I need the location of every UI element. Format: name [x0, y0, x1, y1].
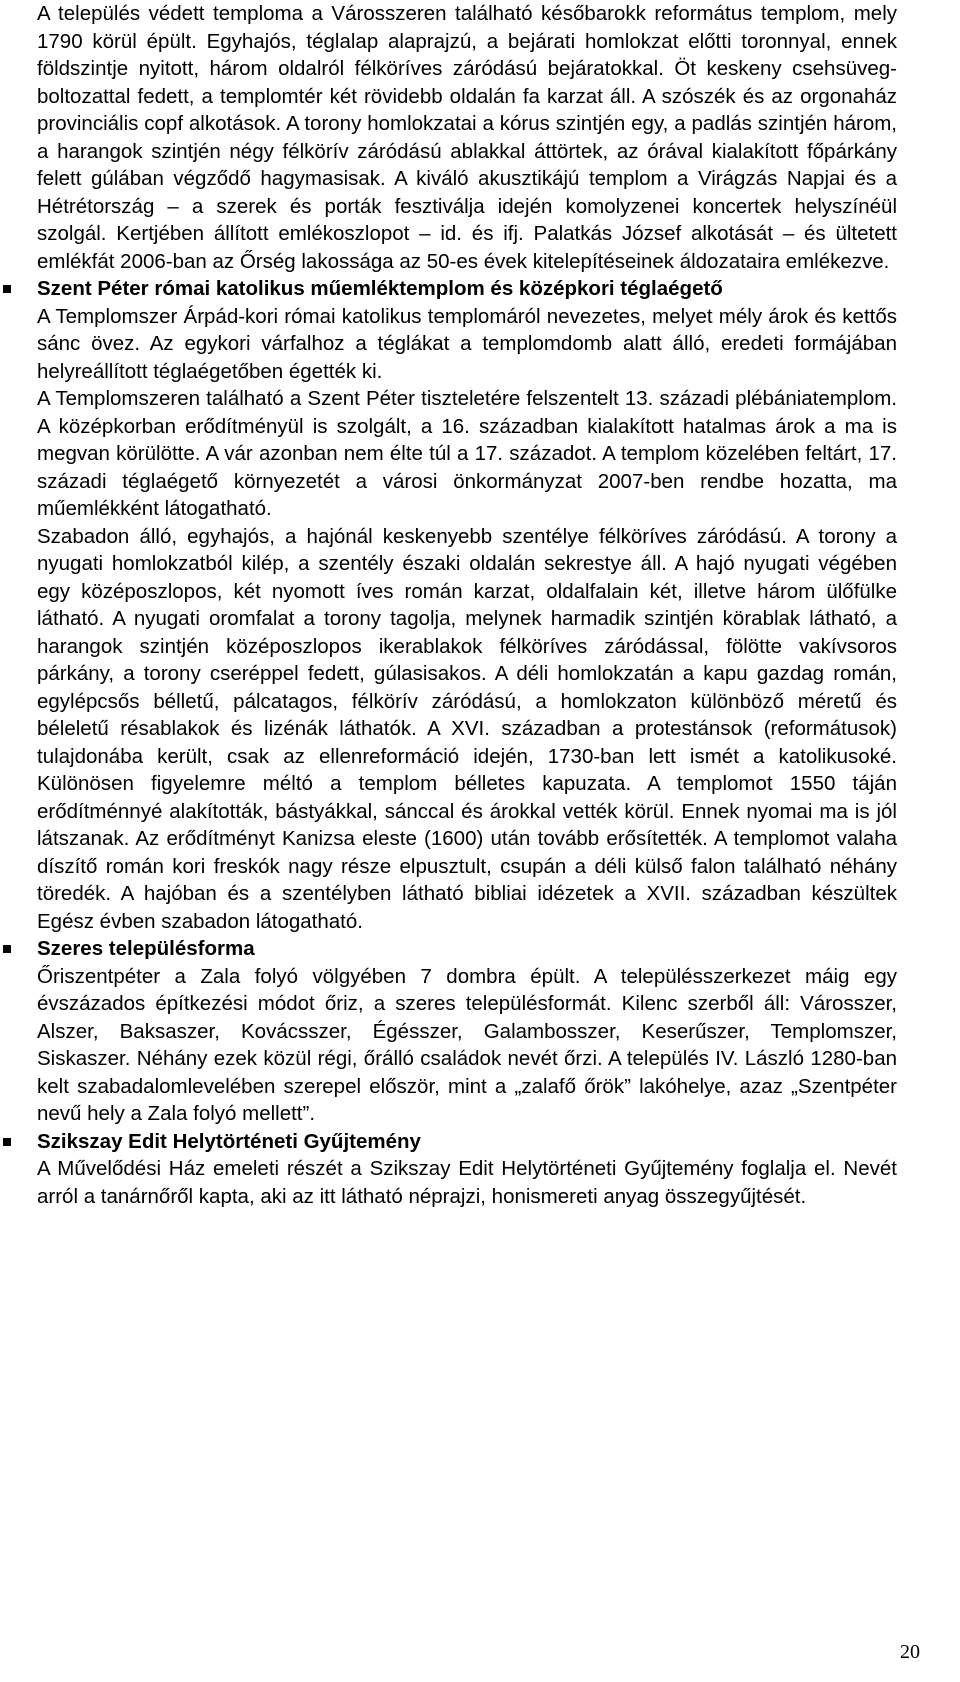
section-szent-peter [37, 275, 897, 935]
section-paragraph: Szabadon álló, egyhajós, a hajónál keskenyebb szentélye félköríves záródású. A torony a nyugati homlokzatból kilép, a szentély északi oldalán sekrestye áll. A hajó nyugati végében egy középoszlopos, két nyomott íves román karzat, oldalfalain két, illetve három ülőfülke látható. A nyugati oromfalat a torony tagolja, melynek harmadik szintjén körablak látható, a harangok szintjén középoszlopos ikerablakok félköríves záródással, fölötte vakívsoros párkány, a torony cseréppel fedett, gúlasisakos. A déli homlokzatán a kapu gazdag román, egylépcsős bélletű, pálcatagos, félkörív záródású, a homlokzaton különböző méretű és béleletű résablakok és lizénák láthatók. A XVI. században a protestánsok (reformátusok) tulajdonába került, csak az ellenreformáció idején, 1730-ban lett ismét a katolikusoké. Különösen figyelemre méltó a templom bélletes kapuzata. A templomot 1550 táján erődítménnyé alakították, bástyákkal, sánccal és árokkal vették körül. Ennek nyomai ma is jól látszanak. Az erődítményt Kanizsa eleste (1600) után tovább erősítették. A templomot valaha díszítő román kori freskók nagy része elpusztult, csupán a déli külső falon található néhány töredék. A hajóban és a szentélyben látható bibliai idézetek a XVII. században készültek Egész évben szabadon látogatható. [37, 524, 897, 933]
bullet-marker [3, 1138, 11, 1146]
page-number: 20 [900, 1641, 920, 1663]
section-paragraph: A Templomszeren található a Szent Péter tiszteletére felszentelt 13. századi plébániatemplom. A középkorban erődítményül is szolgált, a 16. században kialakított hatalmas árok a ma is megvan körülötte. A vár azonban nem élte túl a 17. századot. A templom közelében feltárt, 17. századi téglaégető környezetét a városi önkormányzat 2007-ben rendbe hozatta, ma műemlékként látogatható. [37, 387, 897, 520]
section-szeres-telepulesforma [37, 935, 897, 1128]
section-heading: Szent Péter római katolikus műemléktemplom és középkori téglaégető [37, 277, 723, 300]
section-heading: Szikszay Edit Helytörténeti Gyűjtemény [37, 1129, 421, 1153]
bullet-marker [3, 945, 11, 953]
section-heading: Szeres településforma [37, 937, 255, 960]
intro-paragraph: A település védett temploma a Városszeren található későbarokk református templom, mely 1790 körül épült. Egyhajós, téglalap alaprajzú, a bejárati homlokzat előtti toronnyal, ennek földszintje nyitott, három oldalról félköríves záródású bejáratokkal. Öt keskeny csehsüveg- boltozattal fedett, a templomtér két rövidebb oldalán fa karzat áll. A szószék és az orgonaház provinciális copf alkotások. A torony homlokzatai a kórus szintjén egy, a padlás szintjén három, a harangok szintjén négy félkörív záródású ablakkal áttörtek, az órával kialakított főpárkány felett gúlában végződő hagymasisak. A kiváló akusztikájú templom a Virágzás Napjai és a Hétrétország – a szerek és porták fesztiválja idején komolyzenei koncertek helyszínéül szolgál. Kertjében állított emlékoszlopot – id. és ifj. Palatkás József alkotását – és ültetett emlékfát 2006-ban az Őrség lakossága az 50-es évek kitelepítéseinek áldozataira emlékezve. [37, 2, 897, 273]
document-page [37, 0, 897, 1210]
section-paragraph: Őriszentpéter a Zala folyó völgyében 7 dombra épült. A településszerkezet máig egy évszázados építkezési módot őriz, a szeres településformát. Kilenc szerből áll: Városszer, Alszer, Baksaszer, Kovácsszer, Égésszer, Galambosszer, Keserűszer, Templomszer, Siskaszer. Néhány ezek közül régi, őrálló családok nevét őrzi. A település IV. László 1280-ban kelt szabadalomlevelében szerepel először, mint a „zalafő őrök” lakóhelye, azaz „Szentpéter nevű hely a Zala folyó mellett”. [37, 964, 897, 1125]
section-paragraph: A Templomszer Árpád-kori római katolikus templomáról nevezetes, melyet mély árok és kettős sánc övez. Az egykori várfalhoz a téglákat a templomdomb alatt álló, eredeti formájában helyreállított téglaégetőben égették ki. [37, 304, 897, 383]
section-paragraph: A Művelődési Ház emeleti részét a Szikszay Edit Helytörténeti Gyűjtemény foglalja el. Nevét arról a tanárnőről kapta, aki az itt látható néprajzi, honismereti anyag összegyűjtését. [37, 1157, 897, 1208]
section-szikszay-gyujtemeny [37, 1128, 897, 1211]
bullet-marker [3, 285, 11, 293]
